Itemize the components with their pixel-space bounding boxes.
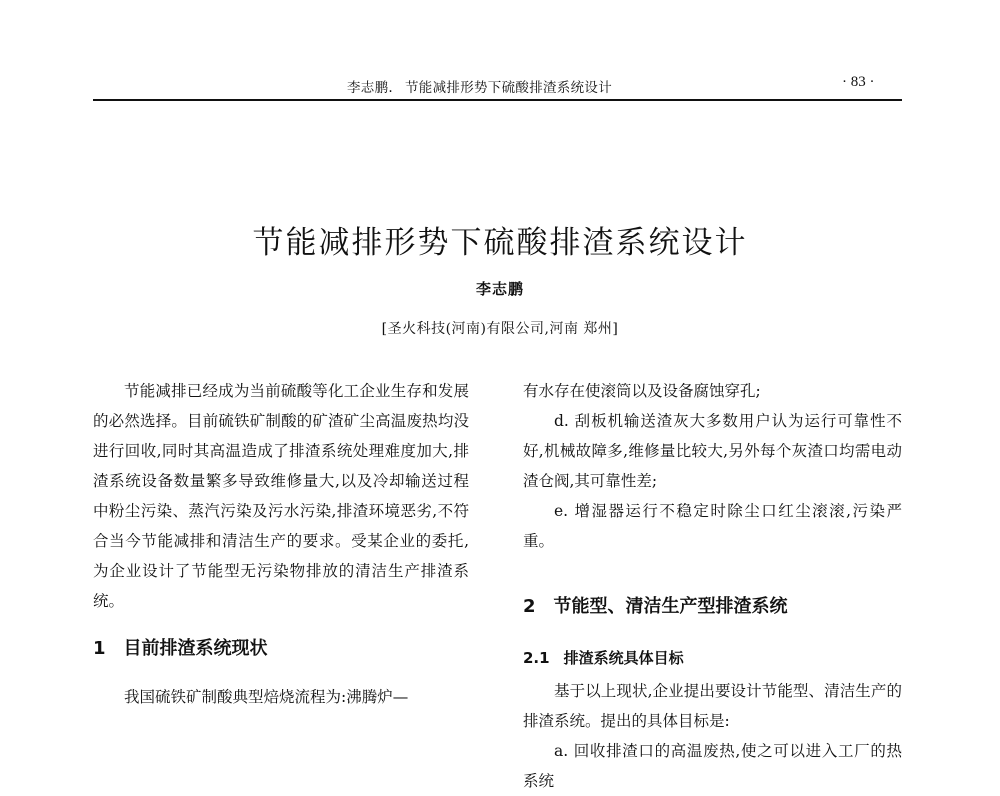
section-1-number: 1 bbox=[93, 638, 106, 659]
section-1-paragraph: 我国硫铁矿制酸典型焙烧流程为:沸腾炉— bbox=[124, 688, 409, 706]
section-2-1-title: 排渣系统具体目标 bbox=[563, 649, 684, 667]
list-item-d: d. 刮板机输送渣灰大多数用户认为运行可靠性不好,机械故障多,维修量比较大,另外每个灰渣口均需电动渣仓阀,其可靠性差; bbox=[523, 412, 902, 490]
section-2-number: 2 bbox=[523, 596, 536, 617]
list-item-e: e. 增湿器运行不稳定时除尘口红尘滚滚,污染严重。 bbox=[523, 502, 902, 550]
left-column bbox=[93, 376, 469, 712]
article-affiliation: [圣火科技(河南)有限公司,河南 郑州] bbox=[381, 321, 619, 337]
page-number: · 83 · bbox=[842, 74, 875, 90]
running-header-title: 节能减排形势下硫酸排渣系统设计 bbox=[405, 80, 612, 96]
section-2-title: 节能型、清洁生产型排渣系统 bbox=[553, 596, 788, 617]
section-2-1-paragraph: 基于以上现状,企业提出要设计节能型、清洁生产的排渣系统。提出的具体目标是: bbox=[523, 682, 902, 730]
running-header bbox=[347, 76, 612, 96]
right-column bbox=[523, 376, 902, 796]
section-2-heading bbox=[523, 574, 902, 640]
header-rule bbox=[93, 99, 902, 101]
article-title: 节能减排形势下硫酸排渣系统设计 bbox=[252, 224, 748, 261]
article-author: 李志鹏 bbox=[475, 280, 524, 298]
section-1-title: 目前排渣系统现状 bbox=[123, 638, 268, 659]
section-1-heading bbox=[93, 616, 469, 682]
section-2-1-number: 2.1 bbox=[523, 649, 550, 667]
list-item-a: a. 回收排渣口的高温废热,使之可以进入工厂的热系统 bbox=[523, 742, 902, 790]
running-header-author: 李志鹏. bbox=[347, 80, 393, 96]
intro-paragraph: 节能减排已经成为当前硫酸等化工企业生存和发展的必然选择。目前硫铁矿制酸的矿渣矿尘高温废热均没进行回收,同时其高温造成了排渣系统处理难度加大,排渣系统设备数量繁多导致维修量大,以及冷却输送过程中粉尘污染、蒸汽污染及污水污染,排渣环境恶劣,不符合当今节能减排和清洁生产的要求。受某企业的委托,为企业设计了节能型无污染物排放的清洁生产排渣系统。 bbox=[93, 382, 469, 610]
section-2-1-heading bbox=[523, 640, 902, 676]
paragraph-continued: 有水存在使滚筒以及设备腐蚀穿孔; bbox=[523, 382, 761, 400]
